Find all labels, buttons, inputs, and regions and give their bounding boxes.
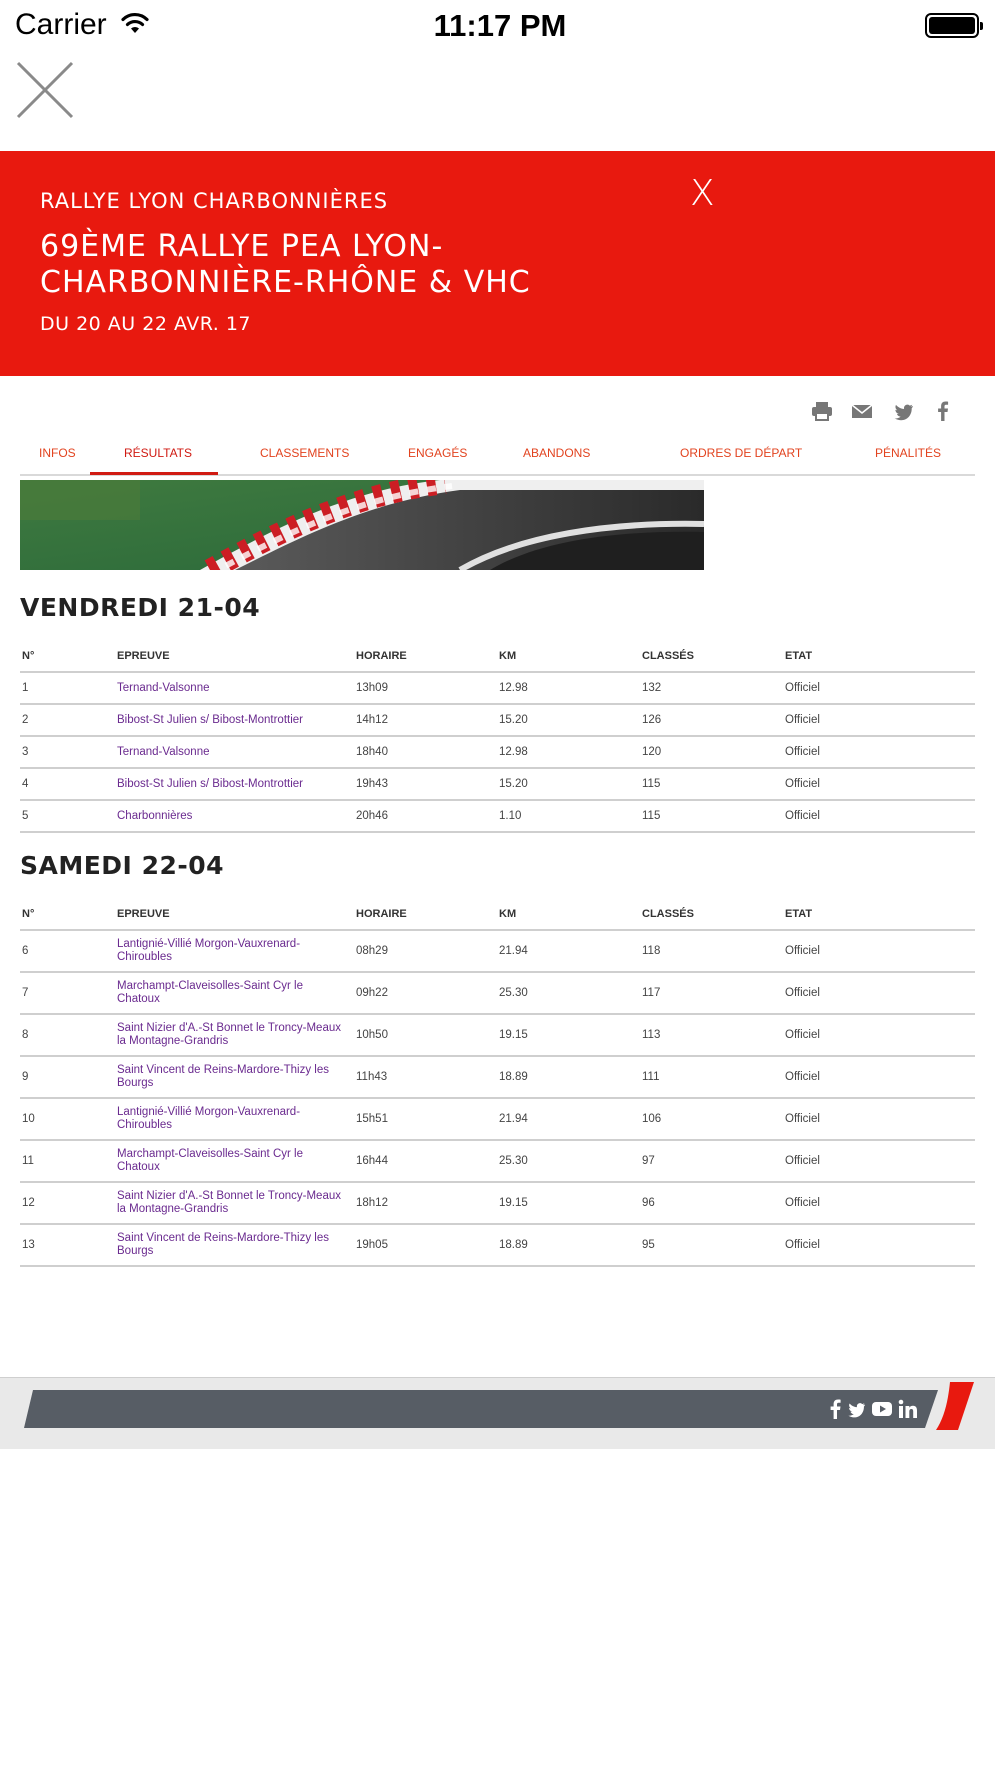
- stage-link[interactable]: Ternand-Valsonne: [115, 736, 354, 768]
- event-header: [0, 151, 995, 376]
- tab-engages[interactable]: ENGAGÉS: [408, 446, 468, 460]
- tab-ordres-de-depart[interactable]: ORDRES DE DÉPART: [680, 446, 803, 460]
- column-header-classified: CLASSÉS: [640, 640, 783, 672]
- stage-km: 25.30: [497, 1140, 640, 1182]
- stage-classified: 118: [640, 930, 783, 972]
- results-table: [20, 640, 975, 833]
- stage-time: 13h09: [354, 672, 497, 704]
- stage-status: Officiel: [783, 1140, 975, 1182]
- column-header-time: HORAIRE: [354, 640, 497, 672]
- stage-km: 18.89: [497, 1056, 640, 1098]
- stage-classified: 95: [640, 1224, 783, 1266]
- stage-status: Officiel: [783, 972, 975, 1014]
- footer-youtube-icon[interactable]: [871, 1399, 893, 1421]
- stage-number: 6: [20, 930, 115, 972]
- table-row: [20, 1140, 975, 1182]
- stage-km: 25.30: [497, 972, 640, 1014]
- stage-km: 15.20: [497, 768, 640, 800]
- stage-classified: 113: [640, 1014, 783, 1056]
- table-row: [20, 1014, 975, 1056]
- stage-time: 19h43: [354, 768, 497, 800]
- stage-time: 16h44: [354, 1140, 497, 1182]
- stage-link[interactable]: Marchampt-Claveisolles-Saint Cyr le Chatoux: [115, 972, 354, 1014]
- stage-km: 19.15: [497, 1182, 640, 1224]
- stage-time: 11h43: [354, 1056, 497, 1098]
- stage-classified: 97: [640, 1140, 783, 1182]
- stage-classified: 115: [640, 768, 783, 800]
- stage-number: 4: [20, 768, 115, 800]
- table-row: [20, 1056, 975, 1098]
- column-header-time: HORAIRE: [354, 898, 497, 930]
- stage-time: 18h12: [354, 1182, 497, 1224]
- column-header-stage: EPREUVE: [115, 898, 354, 930]
- results-table: [20, 898, 975, 1267]
- table-row: [20, 1098, 975, 1140]
- day-title: SAMEDI 22-04: [20, 851, 225, 880]
- tab-penalites[interactable]: PÉNALITÉS: [875, 446, 942, 460]
- table-row: [20, 736, 975, 768]
- stage-number: 13: [20, 1224, 115, 1266]
- stage-status: Officiel: [783, 1098, 975, 1140]
- close-icon: [15, 60, 75, 120]
- stage-km: 12.98: [497, 736, 640, 768]
- stage-km: 21.94: [497, 930, 640, 972]
- column-header-num: N°: [20, 898, 115, 930]
- results-tabs: [20, 438, 975, 476]
- stage-link[interactable]: Saint Nizier d'A.-St Bonnet le Troncy-Meaux la Montagne-Grandris: [115, 1182, 354, 1224]
- stage-link[interactable]: Saint Vincent de Reins-Mardore-Thizy les Bourgs: [115, 1056, 354, 1098]
- stage-link[interactable]: Lantignié-Villié Morgon-Vauxrenard-Chiroubles: [115, 930, 354, 972]
- tab-resultats[interactable]: RÉSULTATS: [124, 446, 193, 460]
- stage-number: 1: [20, 672, 115, 704]
- stage-status: Officiel: [783, 1014, 975, 1056]
- stage-classified: 96: [640, 1182, 783, 1224]
- event-title: 69ÈME RALLYE PEA LYON-CHARBONNIÈRE-RHÔNE & VHC: [40, 229, 531, 300]
- tab-abandons[interactable]: ABANDONS: [523, 446, 591, 460]
- stage-km: 19.15: [497, 1014, 640, 1056]
- banner-image: [20, 480, 704, 570]
- day-title: VENDREDI 21-04: [20, 593, 261, 622]
- tab-infos[interactable]: INFOS: [39, 446, 76, 460]
- stage-classified: 111: [640, 1056, 783, 1098]
- table-row: [20, 1182, 975, 1224]
- stage-time: 09h22: [354, 972, 497, 1014]
- battery-icon: [925, 13, 979, 38]
- stage-status: Officiel: [783, 800, 975, 832]
- stage-status: Officiel: [783, 1056, 975, 1098]
- stage-number: 7: [20, 972, 115, 1014]
- stage-link[interactable]: Ternand-Valsonne: [115, 672, 354, 704]
- column-header-status: ETAT: [783, 640, 975, 672]
- stage-classified: 115: [640, 800, 783, 832]
- stage-classified: 106: [640, 1098, 783, 1140]
- mail-icon[interactable]: [851, 400, 873, 426]
- twitter-icon[interactable]: [892, 400, 914, 426]
- stage-number: 10: [20, 1098, 115, 1140]
- stage-status: Officiel: [783, 736, 975, 768]
- stage-status: Officiel: [783, 672, 975, 704]
- column-header-classified: CLASSÉS: [640, 898, 783, 930]
- table-row: [20, 972, 975, 1014]
- column-header-km: KM: [497, 898, 640, 930]
- stage-link[interactable]: Bibost-St Julien s/ Bibost-Montrottier: [115, 768, 354, 800]
- stage-km: 18.89: [497, 1224, 640, 1266]
- carrier-label: Carrier: [15, 8, 107, 41]
- event-dates: DU 20 AU 22 AVR. 17: [40, 313, 252, 335]
- stage-status: Officiel: [783, 768, 975, 800]
- stage-time: 20h46: [354, 800, 497, 832]
- stage-link[interactable]: Charbonnières: [115, 800, 354, 832]
- stage-number: 8: [20, 1014, 115, 1056]
- table-header-row: [20, 898, 975, 930]
- stage-classified: 120: [640, 736, 783, 768]
- footer-facebook-icon[interactable]: [828, 1399, 842, 1421]
- tab-classements[interactable]: CLASSEMENTS: [260, 446, 350, 460]
- stage-km: 21.94: [497, 1098, 640, 1140]
- table-row: [20, 672, 975, 704]
- stage-time: 10h50: [354, 1014, 497, 1056]
- stage-km: 12.98: [497, 672, 640, 704]
- stage-link[interactable]: Marchampt-Claveisolles-Saint Cyr le Chatoux: [115, 1140, 354, 1182]
- stage-time: 14h12: [354, 704, 497, 736]
- table-row: [20, 704, 975, 736]
- stage-number: 11: [20, 1140, 115, 1182]
- status-bar: [0, 0, 1000, 50]
- stage-status: Officiel: [783, 704, 975, 736]
- column-header-status: ETAT: [783, 898, 975, 930]
- table-row: [20, 768, 975, 800]
- column-header-km: KM: [497, 640, 640, 672]
- active-tab-indicator: [90, 472, 218, 475]
- stage-time: 18h40: [354, 736, 497, 768]
- stage-link[interactable]: Saint Vincent de Reins-Mardore-Thizy les Bourgs: [115, 1224, 354, 1266]
- stage-km: 15.20: [497, 704, 640, 736]
- table-header-row: [20, 640, 975, 672]
- facebook-icon[interactable]: [932, 400, 954, 426]
- stage-km: 1.10: [497, 800, 640, 832]
- stage-time: 19h05: [354, 1224, 497, 1266]
- stage-number: 3: [20, 736, 115, 768]
- stage-status: Officiel: [783, 930, 975, 972]
- column-header-num: N°: [20, 640, 115, 672]
- event-subtitle: RALLYE LYON CHARBONNIÈRES: [40, 189, 389, 213]
- stage-status: Officiel: [783, 1182, 975, 1224]
- stage-time: 15h51: [354, 1098, 497, 1140]
- close-button[interactable]: [15, 60, 75, 120]
- stage-link[interactable]: Lantignié-Villié Morgon-Vauxrenard-Chiroubles: [115, 1098, 354, 1140]
- stage-number: 5: [20, 800, 115, 832]
- stage-number: 2: [20, 704, 115, 736]
- stage-number: 12: [20, 1182, 115, 1224]
- table-row: [20, 1224, 975, 1266]
- stage-classified: 117: [640, 972, 783, 1014]
- table-row: [20, 800, 975, 832]
- stage-link[interactable]: Saint Nizier d'A.-St Bonnet le Troncy-Meaux la Montagne-Grandris: [115, 1014, 354, 1056]
- print-icon[interactable]: [811, 400, 833, 426]
- stage-number: 9: [20, 1056, 115, 1098]
- footer-twitter-icon[interactable]: [846, 1399, 866, 1421]
- stage-time: 08h29: [354, 930, 497, 972]
- clock: 11:17 PM: [433, 8, 567, 43]
- footer-linkedin-icon[interactable]: [898, 1399, 918, 1421]
- stage-link[interactable]: Bibost-St Julien s/ Bibost-Montrottier: [115, 704, 354, 736]
- header-close-button[interactable]: X: [690, 173, 715, 214]
- table-row: [20, 930, 975, 972]
- stage-status: Officiel: [783, 1224, 975, 1266]
- stage-classified: 126: [640, 704, 783, 736]
- stage-classified: 132: [640, 672, 783, 704]
- footer: [0, 1377, 995, 1449]
- column-header-stage: EPREUVE: [115, 640, 354, 672]
